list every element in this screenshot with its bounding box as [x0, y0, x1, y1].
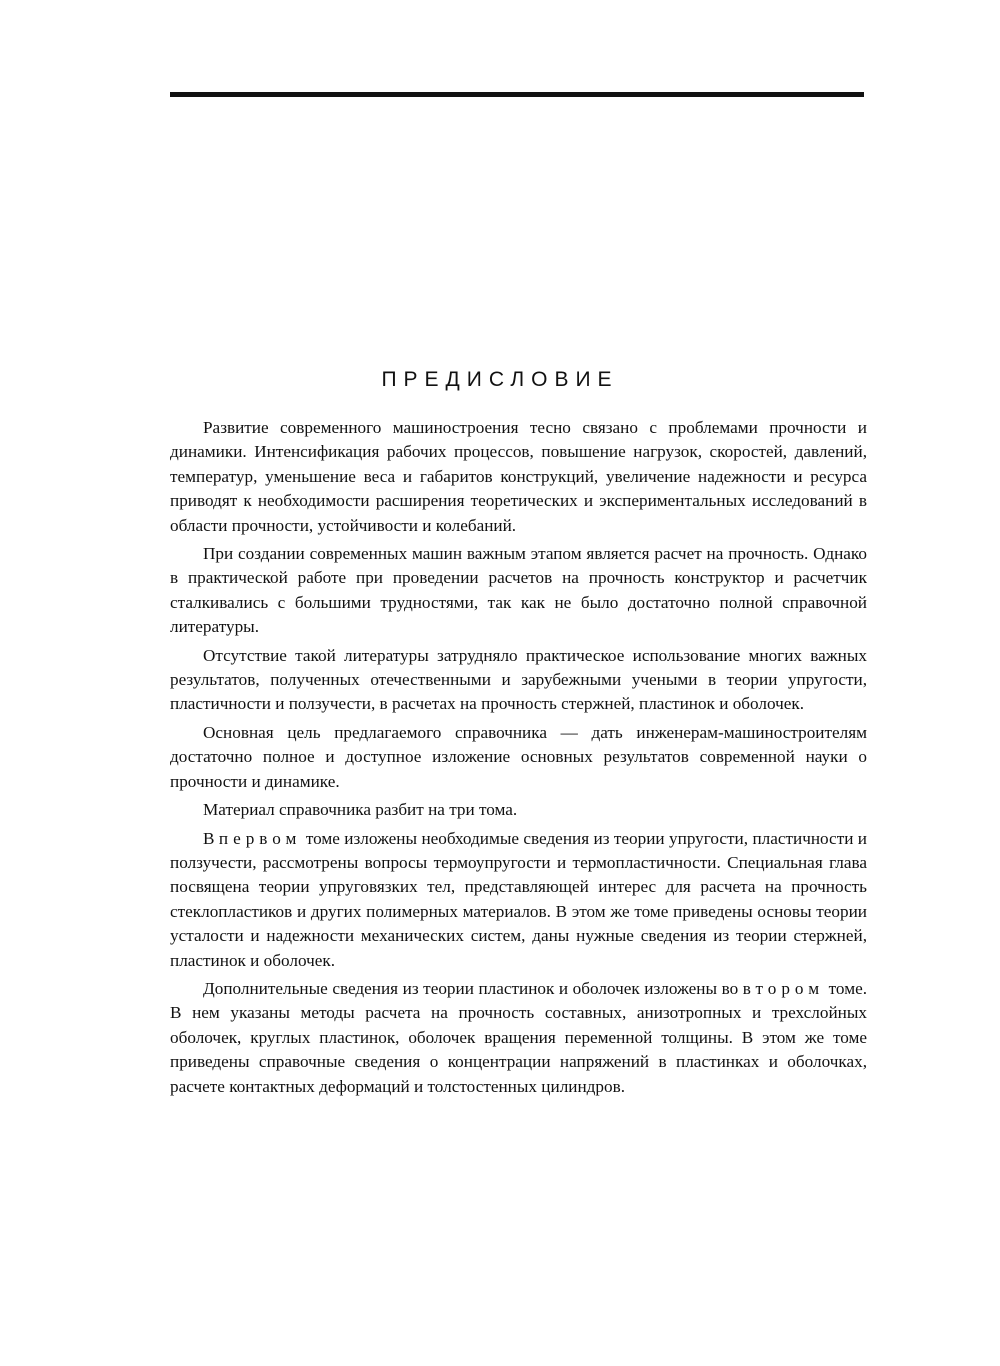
- top-rule: [170, 92, 864, 97]
- preface-body: [170, 416, 867, 1103]
- paragraph-6-rest: томе изложены необходимые сведения из теории упругости, пластичности и ползучести, рассмотрены вопросы термоупругости и термопластичности. Специальная глава посвящена теории упруговязких тел, представляющей интерес для расчета на прочность стеклопластиков и других полимерных материалов. В этом же томе приведены основы теории усталости и надежности механических систем, даны нужные сведения из теории стержней, пластинок и оболочек.: [170, 828, 867, 970]
- paragraph-7-emphasis: втором: [742, 978, 825, 998]
- paragraph-7: [170, 977, 867, 1099]
- paragraph-1: Развитие современного машиностроения тесно связано с проблемами прочности и динамики. Интенсификация рабочих процессов, повышение нагрузок, скоростей, давлений, температур, уменьшение веса и габаритов конструкций, увеличение надежности и ресурса приводят к необходимости расширения теоретических и экспериментальных исследований в области прочности, устойчивости и колебаний.: [170, 418, 867, 535]
- paragraph-2: При создании современных машин важным этапом является расчет на прочность. Однако в практической работе при проведении расчетов на прочность конструктор и расчетчик сталкивались с большими трудностями, так как не было достаточно полной справочной литературы.: [170, 544, 867, 637]
- paragraph-7-rest: томе. В нем указаны методы расчета на прочность составных, анизотропных и трехслойных оболочек, круглых пластинок, оболочек вращения переменной толщины. В этом же томе приведены справочные сведения о концентрации напряжений в пластинках и оболочках, расчете контактных деформаций и толстостенных цилиндров.: [170, 978, 867, 1096]
- page-title: ПРЕДИСЛОВИЕ: [381, 368, 619, 391]
- paragraph-7-lead: Дополнительные сведения из теории пластинок и оболочек изложены во: [203, 978, 739, 998]
- paragraph-6-lead: В: [203, 828, 215, 848]
- paragraph-6: [170, 827, 867, 973]
- paragraph-4: Основная цель предлагаемого справочника — дать инженерам-машиностроителям достаточно полное и доступное изложение основных результатов современной науки о прочности и динамике.: [170, 722, 867, 791]
- paragraph-6-emphasis: первом: [218, 828, 302, 848]
- paragraph-3: Отсутствие такой литературы затрудняло практическое использование многих важных результатов, полученных отечественными и зарубежными учеными в теории упругости, пластичности и ползучести, в расчетах на прочность стержней, пластинок и оболочек.: [170, 645, 867, 714]
- paragraph-5: Материал справочника разбит на три тома.: [203, 800, 518, 820]
